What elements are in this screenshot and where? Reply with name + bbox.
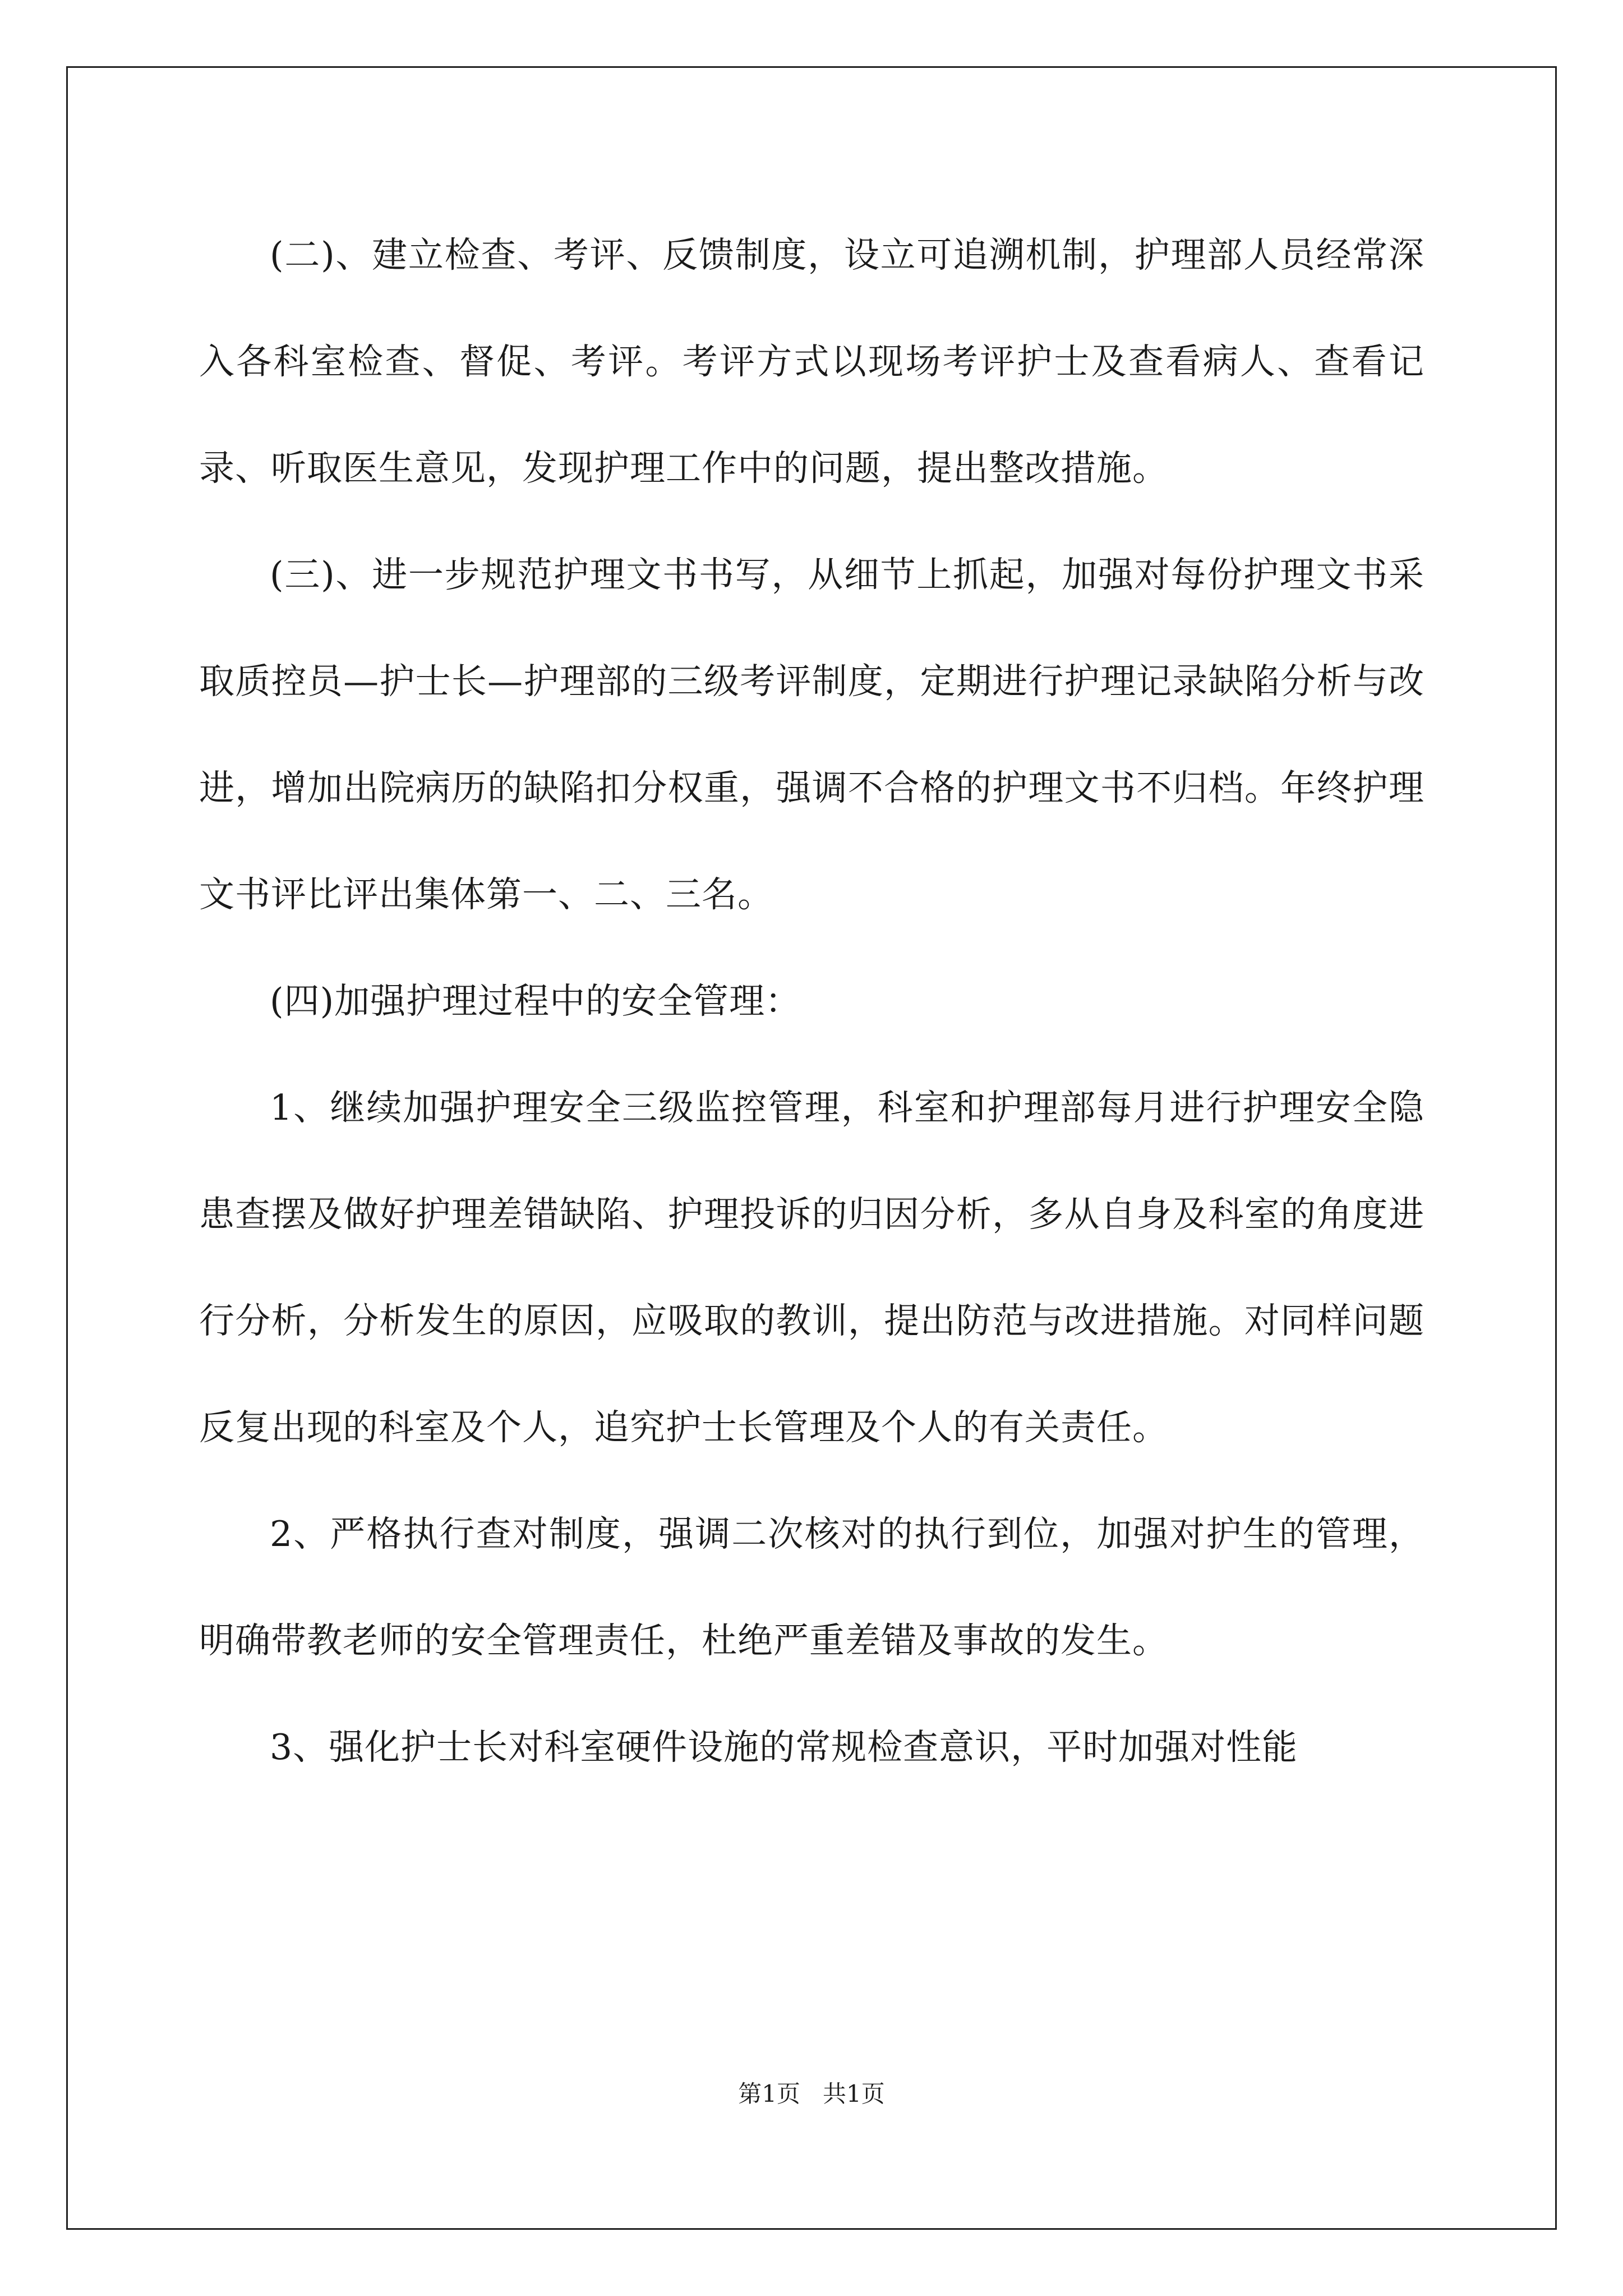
document-body: [199, 202, 1424, 1801]
paragraph-3-nursing-documents: (三)、进一步规范护理文书书写，从细节上抓起，加强对每份护理文书采取质控员—护士长—护理部的三级考评制度，定期进行护理记录缺陷分析与改进，增加出院病历的缺陷扣分权重，强调不合格的护理文书不归档。年终护理文书评比评出集体第一、二、三名。: [199, 554, 1424, 915]
paragraph-safety-item-3: 3、强化护士长对科室硬件设施的常规检查意识，平时加强对性能: [270, 1727, 1298, 1768]
paragraph-4-safety-heading: (四)加强护理过程中的安全管理：: [270, 981, 801, 1022]
page-number-footer: 第1页 共1页: [738, 2080, 885, 2108]
paragraph-safety-item-2: 2、严格执行查对制度，强调二次核对的执行到位，加强对护生的管理，明确带教老师的安全管理责任，杜绝严重差错及事故的发生。: [199, 1513, 1424, 1661]
paragraph-2-inspection-system: (二)、建立检查、考评、反馈制度，设立可追溯机制，护理部人员经常深入各科室检查、督促、考评。考评方式以现场考评护士及查看病人、查看记录、听取医生意见，发现护理工作中的问题，提出整改措施。: [199, 234, 1424, 489]
paragraph-safety-item-1: 1、继续加强护理安全三级监控管理，科室和护理部每月进行护理安全隐患查摆及做好护理差错缺陷、护理投诉的归因分析，多从自身及科室的角度进行分析，分析发生的原因，应吸取的教训，提出防范与改进措施。对同样问题反复出现的科室及个人，追究护士长管理及个人的有关责任。: [199, 1087, 1424, 1448]
